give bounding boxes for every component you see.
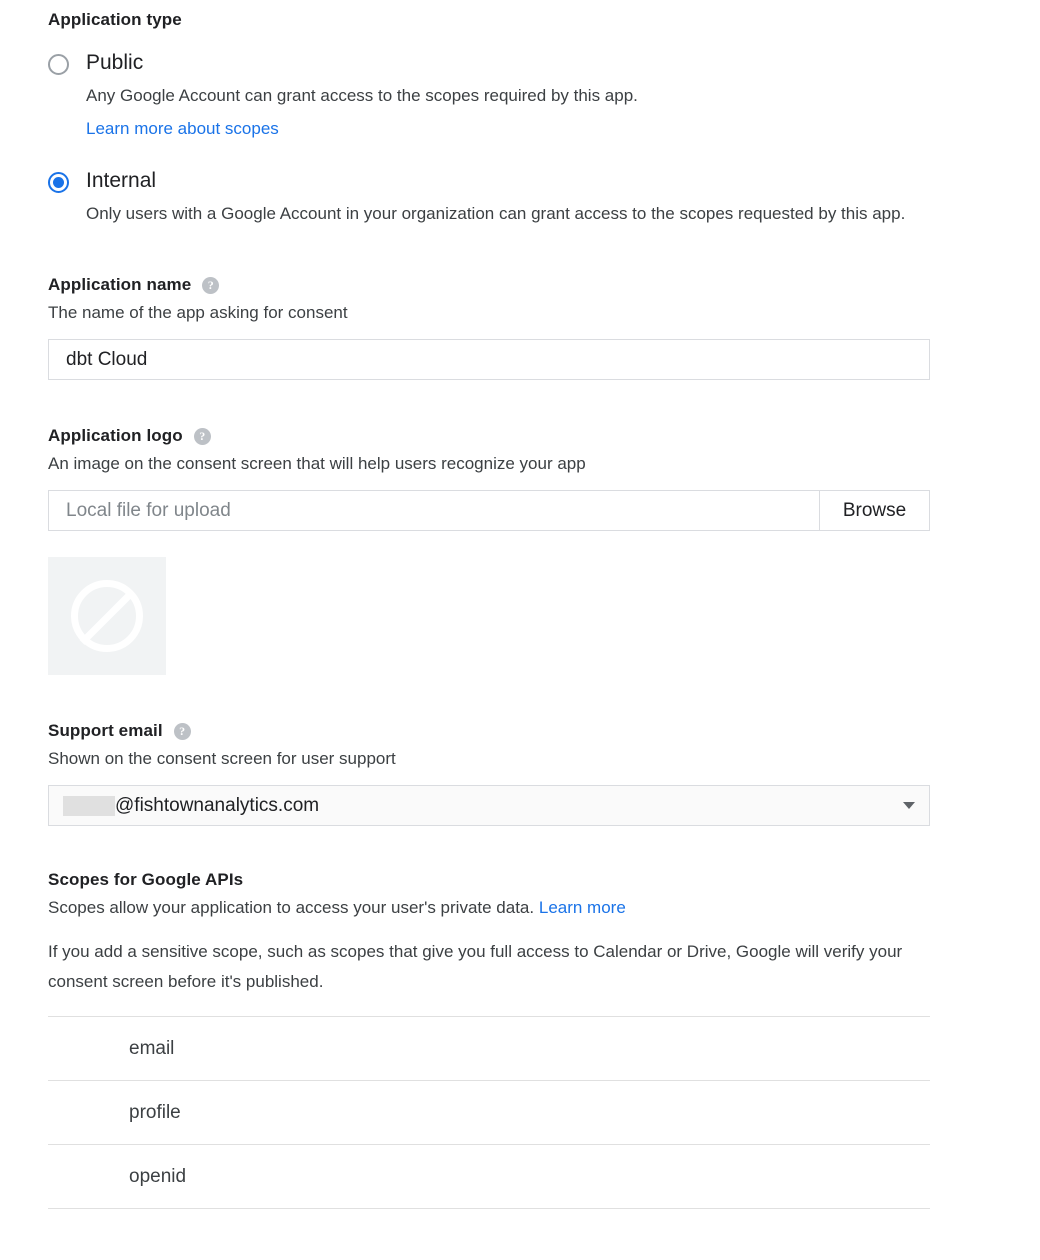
help-icon[interactable]: ?: [194, 428, 211, 445]
application-logo-upload-row: [48, 490, 930, 531]
help-icon[interactable]: ?: [202, 277, 219, 294]
scopes-note: If you add a sensitive scope, such as scopes that give you full access to Calendar or Drive, Google will verify your consent screen before it's published.: [48, 942, 903, 991]
scopes-sub: [48, 896, 992, 920]
application-name-field: [48, 275, 992, 380]
table-row[interactable]: profile: [48, 1081, 930, 1145]
browse-button[interactable]: Browse: [819, 491, 929, 530]
radio-option-public[interactable]: [48, 50, 992, 142]
table-row[interactable]: openid: [48, 1145, 930, 1209]
radio-public-description: Any Google Account can grant access to the scopes required by this app.: [86, 86, 638, 105]
logo-preview: [48, 557, 166, 675]
radio-public-icon[interactable]: [48, 54, 69, 75]
radio-option-internal[interactable]: [48, 168, 992, 229]
redacted-username: [63, 796, 115, 816]
learn-more-about-scopes-link[interactable]: Learn more about scopes: [86, 119, 279, 138]
support-email-value: @fishtownanalytics.com: [115, 794, 320, 816]
application-type-label: Application type: [48, 10, 182, 29]
support-email-select[interactable]: [48, 785, 930, 826]
logo-file-input[interactable]: Local file for upload: [66, 499, 231, 521]
application-type-radio-group: [48, 50, 992, 229]
no-image-icon: [71, 580, 143, 652]
radio-public-body: [86, 50, 992, 142]
radio-public-title: Public: [86, 51, 144, 74]
scopes-label: Scopes for Google APIs: [48, 870, 244, 889]
application-logo-label: Application logo: [48, 426, 183, 445]
application-name-head: [48, 275, 992, 295]
application-logo-sub: An image on the consent screen that will help users recognize your app: [48, 454, 586, 473]
application-name-label: Application name: [48, 275, 192, 294]
radio-internal-body: [86, 168, 992, 229]
application-name-sub: The name of the app asking for consent: [48, 303, 348, 322]
radio-internal-icon[interactable]: [48, 172, 69, 193]
support-email-label: Support email: [48, 721, 163, 740]
table-row[interactable]: email: [48, 1017, 930, 1081]
application-logo-head: [48, 426, 992, 446]
support-email-head: [48, 721, 992, 741]
scopes-learn-more-link[interactable]: Learn more: [538, 898, 626, 917]
radio-internal-title: Internal: [86, 169, 157, 192]
scopes-table: [48, 1016, 930, 1209]
application-name-input[interactable]: dbt Cloud: [48, 339, 930, 380]
scopes-section: [48, 870, 992, 1209]
help-icon[interactable]: ?: [174, 723, 191, 740]
scopes-sub-text: Scopes allow your application to access your user's private data.: [48, 898, 535, 917]
support-email-field: [48, 721, 992, 826]
chevron-down-icon[interactable]: [903, 802, 915, 809]
application-logo-field: [48, 426, 992, 675]
support-email-sub: Shown on the consent screen for user support: [48, 749, 396, 768]
radio-internal-description: Only users with a Google Account in your organization can grant access to the scopes requested by this app.: [86, 204, 906, 223]
